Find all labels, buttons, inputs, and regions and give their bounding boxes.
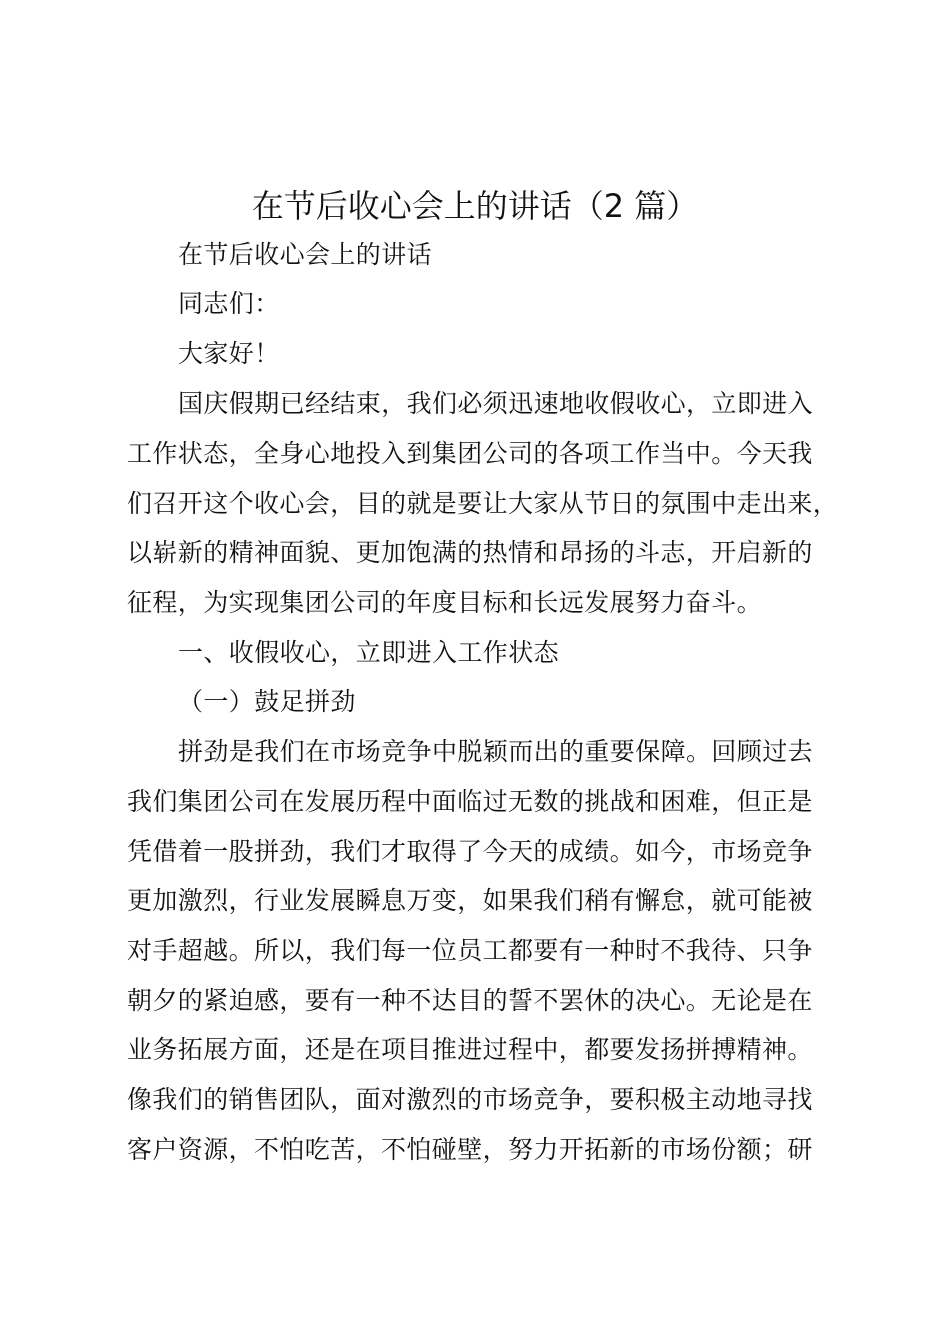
- section-heading: 一、收假收心，立即进入工作状态: [178, 638, 560, 667]
- paragraph-line: 像我们的销售团队，面对激烈的市场竞争，要积极主动地寻找: [127, 1085, 813, 1114]
- salutation: 同志们：: [178, 289, 280, 318]
- document-title: 在节后收心会上的讲话（2 篇）: [251, 187, 699, 225]
- greeting: 大家好！: [178, 339, 280, 368]
- paragraph-line: 工作状态，全身心地投入到集团公司的各项工作当中。今天我: [127, 439, 813, 468]
- paragraph-line: 更加激烈，行业发展瞬息万变，如果我们稍有懈怠，就可能被: [127, 886, 813, 915]
- paragraph-line: 客户资源，不怕吃苦，不怕碰壁，努力开拓新的市场份额；研: [127, 1135, 813, 1164]
- paragraph-line: 征程，为实现集团公司的年度目标和长远发展努力奋斗。: [127, 588, 763, 617]
- paragraph-line: 拼劲是我们在市场竞争中脱颖而出的重要保障。回顾过去: [178, 737, 814, 766]
- paragraph-line: 我们集团公司在发展历程中面临过无数的挑战和困难，但正是: [127, 787, 813, 816]
- paragraph-line: 以崭新的精神面貌、更加饱满的热情和昂扬的斗志，开启新的: [127, 538, 813, 567]
- paragraph-line: 国庆假期已经结束，我们必须迅速地收假收心，立即进入: [178, 389, 814, 418]
- paragraph-line: 朝夕的紧迫感，要有一种不达目的誓不罢休的决心。无论是在: [127, 986, 813, 1015]
- paragraph-line: 凭借着一股拼劲，我们才取得了今天的成绩。如今，市场竞争: [127, 837, 813, 866]
- subtitle: 在节后收心会上的讲话: [178, 240, 433, 269]
- paragraph-line: 们召开这个收心会，目的就是要让大家从节日的氛围中走出来，: [127, 489, 839, 518]
- subsection-heading: （一）鼓足拼劲: [178, 687, 356, 716]
- paragraph-line: 对手超越。所以，我们每一位员工都要有一种时不我待、只争: [127, 936, 813, 965]
- paragraph-line: 业务拓展方面，还是在项目推进过程中，都要发扬拼搏精神。: [127, 1035, 813, 1064]
